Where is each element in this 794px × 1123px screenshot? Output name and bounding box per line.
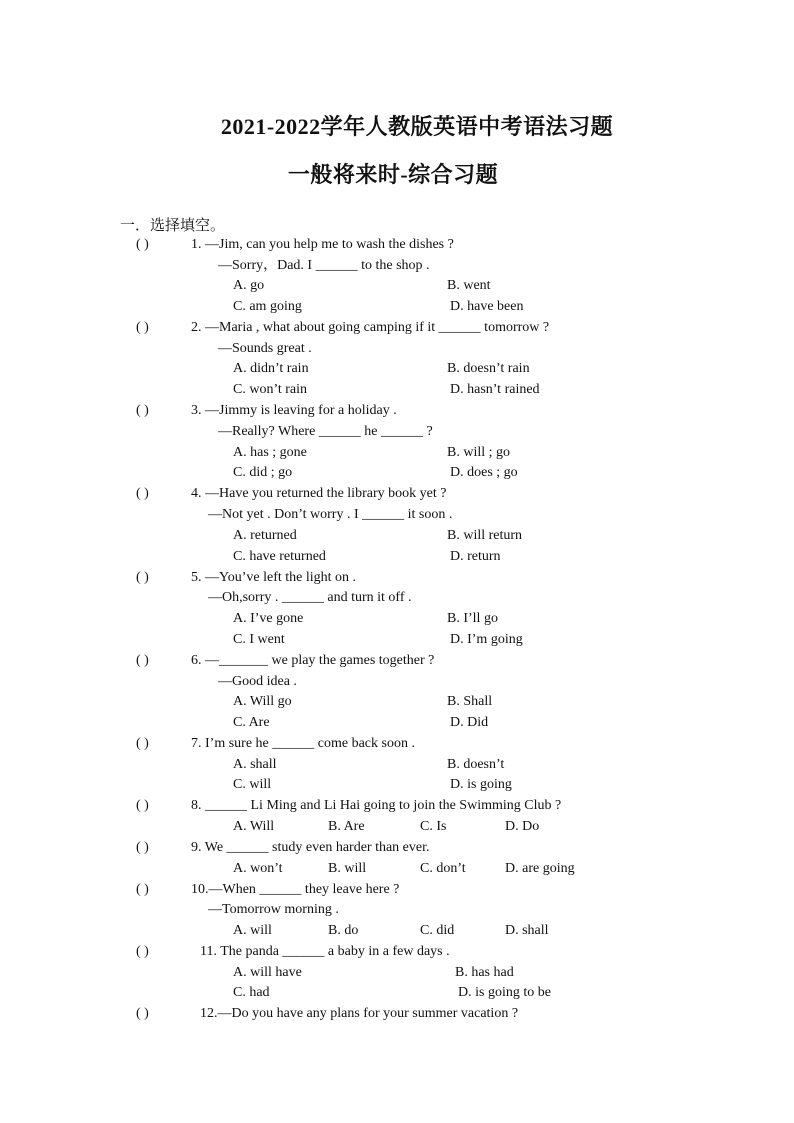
option-b: B. will: [328, 861, 367, 876]
question-stem: 7. I’m sure he ______ come back soon .: [191, 736, 415, 751]
option-b: B. has had: [455, 965, 514, 980]
option-d: D. is going: [450, 777, 512, 792]
question-stem: 1. —Jim, can you help me to wash the dishes ?: [191, 237, 454, 252]
option-c: C. did: [420, 923, 455, 938]
answer-bracket: ( ): [136, 798, 149, 813]
question-stem: 5. —You’ve left the light on .: [191, 570, 357, 585]
answer-bracket: ( ): [136, 320, 149, 335]
option-c: C. Is: [420, 819, 447, 834]
option-c: C. don’t: [420, 861, 466, 876]
option-a: A. will: [233, 923, 272, 938]
option-a: A. won’t: [233, 861, 283, 876]
question-reply: —Good idea .: [218, 674, 297, 689]
option-c: C. I went: [233, 632, 285, 647]
option-d: D. is going to be: [458, 985, 551, 1000]
option-b: B. will return: [447, 528, 523, 543]
option-d: D. have been: [450, 299, 524, 314]
option-c: C. have returned: [233, 549, 326, 564]
option-b: B. Shall: [447, 694, 493, 709]
question-stem: 10.—When ______ they leave here ?: [191, 882, 400, 897]
question-stem: 12.—Do you have any plans for your summer vacation ?: [200, 1006, 519, 1021]
document-title: 2021-2022学年人教版英语中考语法习题: [220, 114, 614, 139]
option-a: A. Will go: [233, 694, 292, 709]
option-a: A. go: [233, 278, 265, 293]
question-stem: 11. The panda ______ a baby in a few days .: [200, 944, 450, 959]
question-stem: 4. —Have you returned the library book yet ?: [191, 486, 447, 501]
answer-bracket: ( ): [136, 1006, 149, 1021]
answer-bracket: ( ): [136, 570, 149, 585]
option-b: B. doesn’t rain: [447, 361, 530, 376]
option-d: D. shall: [505, 923, 549, 938]
option-a: A. will have: [233, 965, 302, 980]
option-a: A. returned: [233, 528, 297, 543]
option-d: D. Do: [505, 819, 540, 834]
answer-bracket: ( ): [136, 237, 149, 252]
question-stem: 8. ______ Li Ming and Li Hai going to join the Swimming Club ?: [191, 798, 562, 813]
option-b: B. went: [447, 278, 491, 293]
option-d: D. I’m going: [450, 632, 523, 647]
option-d: D. Did: [450, 715, 489, 730]
option-b: B. do: [328, 923, 359, 938]
option-d: D. does ; go: [450, 465, 518, 480]
document-subtitle: 一般将来时-综合习题: [287, 162, 499, 187]
answer-bracket: ( ): [136, 840, 149, 855]
question-reply: —Tomorrow morning .: [208, 902, 339, 917]
option-b: B. doesn’t: [447, 757, 505, 772]
option-a: A. didn’t rain: [233, 361, 309, 376]
question-stem: 2. —Maria , what about going camping if it ______ tomorrow ?: [191, 320, 550, 335]
question-stem: 6. —_______ we play the games together ?: [191, 653, 435, 668]
answer-bracket: ( ): [136, 653, 149, 668]
option-c: C. will: [233, 777, 272, 792]
answer-bracket: ( ): [136, 882, 149, 897]
option-c: C. am going: [233, 299, 302, 314]
answer-bracket: ( ): [136, 944, 149, 959]
option-b: B. will ; go: [447, 445, 511, 460]
question-reply: —Oh,sorry . ______ and turn it off .: [208, 590, 412, 605]
option-d: D. return: [450, 549, 501, 564]
question-reply: —Not yet . Don’t worry . I ______ it soon .: [208, 507, 453, 522]
option-a: A. shall: [233, 757, 277, 772]
option-c: C. Are: [233, 715, 270, 730]
answer-bracket: ( ): [136, 403, 149, 418]
option-a: A. Will: [233, 819, 275, 834]
option-c: C. had: [233, 985, 270, 1000]
option-b: B. Are: [328, 819, 365, 834]
option-d: D. hasn’t rained: [450, 382, 540, 397]
answer-bracket: ( ): [136, 486, 149, 501]
question-reply: —Sounds great .: [218, 341, 312, 356]
question-stem: 9. We ______ study even harder than ever.: [191, 840, 430, 855]
option-d: D. are going: [505, 861, 575, 876]
answer-bracket: ( ): [136, 736, 149, 751]
section-heading: 一．选择填空。: [120, 218, 226, 234]
question-reply: —Really? Where ______ he ______ ?: [218, 424, 433, 439]
option-a: A. I’ve gone: [233, 611, 304, 626]
option-c: C. won’t rain: [233, 382, 308, 397]
option-b: B. I’ll go: [447, 611, 498, 626]
question-stem: 3. —Jimmy is leaving for a holiday .: [191, 403, 397, 418]
option-a: A. has ; gone: [233, 445, 307, 460]
option-c: C. did ; go: [233, 465, 293, 480]
question-reply: —Sorry，Dad. I ______ to the shop .: [218, 258, 430, 273]
